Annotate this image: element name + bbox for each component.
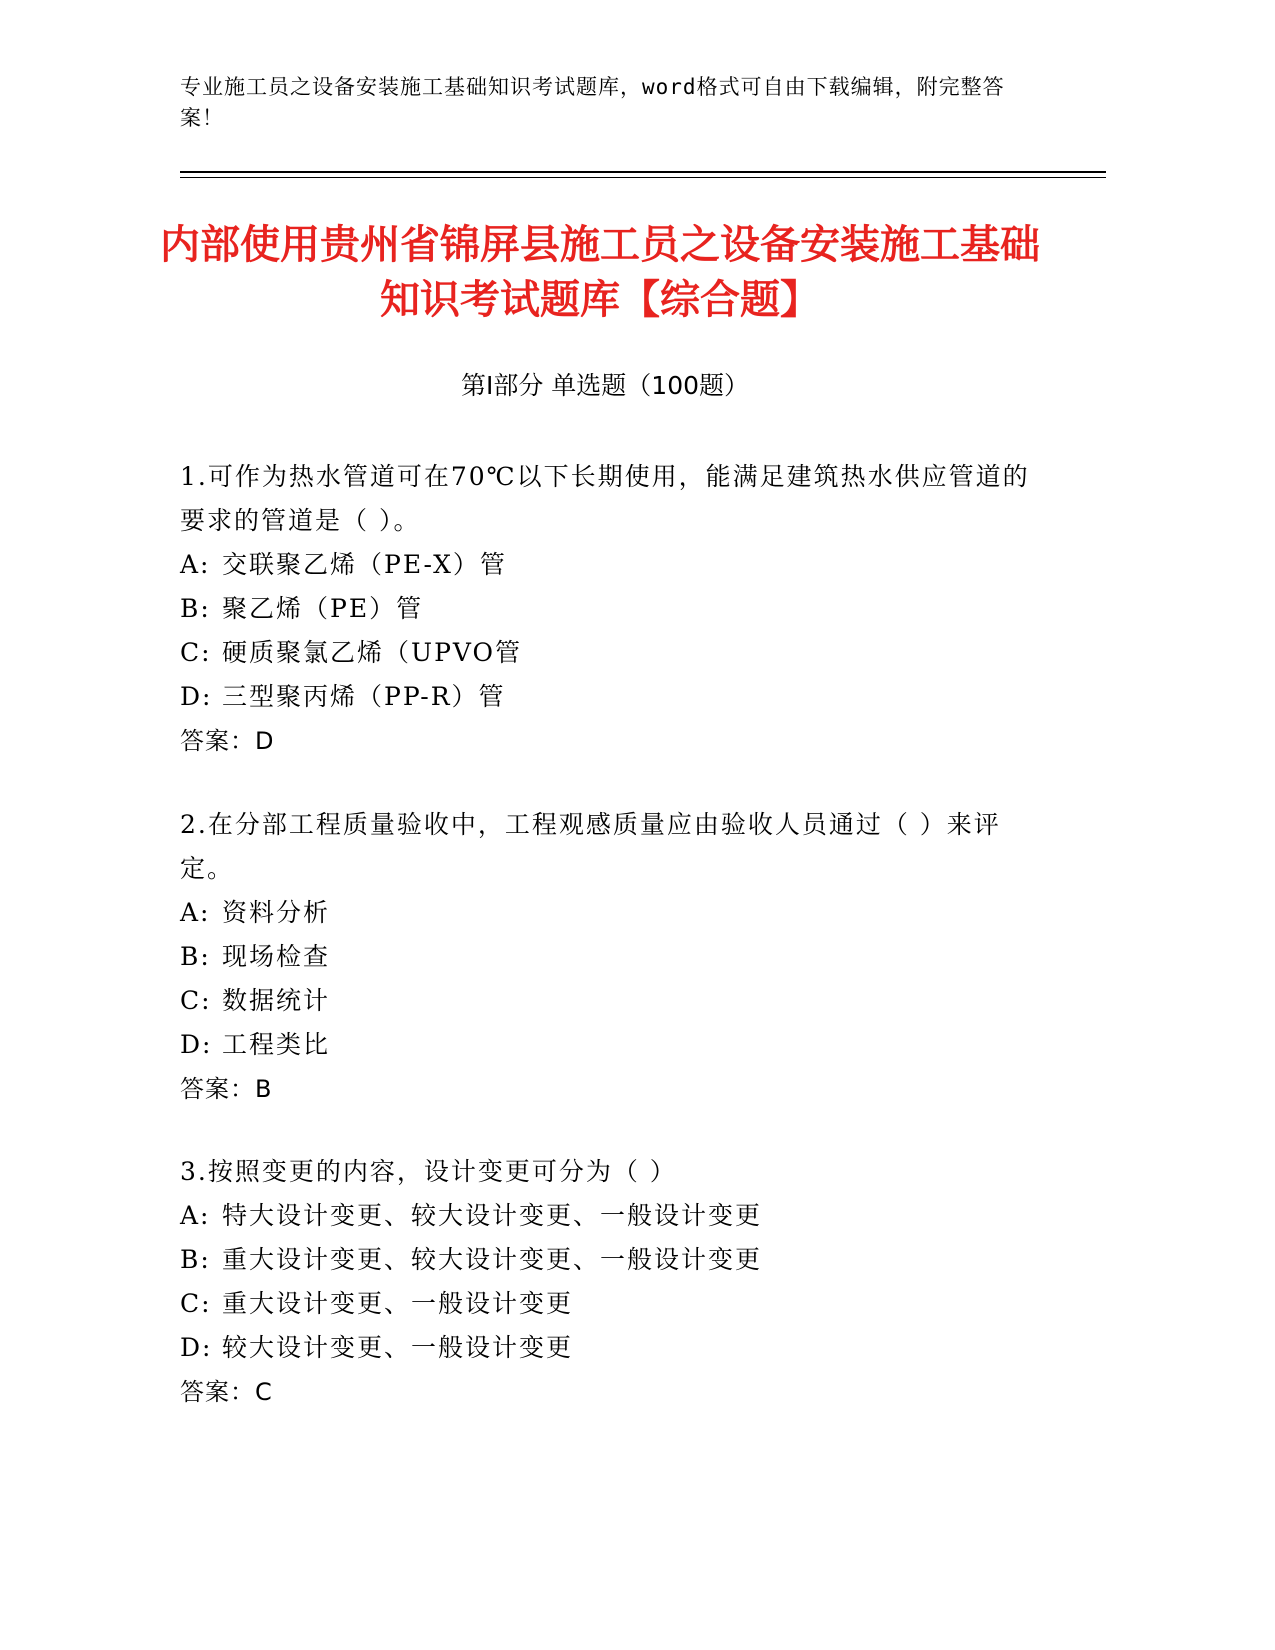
option-a	[180, 891, 1040, 935]
document-title: 内部使用贵州省锦屏县施工员之设备安装施工基础知识考试题库【综合题】	[160, 222, 1040, 323]
option-c	[180, 631, 1040, 675]
option-text: 工程类比	[222, 1030, 331, 1059]
option-text: 重大设计变更、较大设计变更、一般设计变更	[222, 1245, 763, 1274]
option-key: D:	[180, 682, 213, 711]
option-key: A:	[180, 1201, 211, 1230]
option-b	[180, 935, 1040, 979]
question-2	[180, 803, 1040, 1111]
question-stem: 3.按照变更的内容，设计变更可分为（ ）	[180, 1157, 677, 1186]
option-c	[180, 1282, 1040, 1326]
option-text: 硬质聚氯乙烯（UPVO管	[222, 638, 523, 667]
option-c	[180, 979, 1040, 1023]
option-b	[180, 1238, 1040, 1282]
option-text: 三型聚丙烯（PP-R）管	[222, 682, 506, 711]
option-b	[180, 587, 1040, 631]
header-rule-thick	[180, 171, 1106, 173]
answer: 答案：D	[180, 727, 275, 755]
question-1	[180, 455, 1040, 763]
answer: 答案：B	[180, 1075, 273, 1103]
option-key: D:	[180, 1030, 213, 1059]
section-heading: 第Ⅰ部分 单选题（100题）	[460, 371, 750, 400]
option-a	[180, 1194, 1040, 1238]
question-3	[180, 1150, 1040, 1414]
answer: 答案：C	[180, 1378, 273, 1406]
question-stem: 2.在分部工程质量验收中，工程观感质量应由验收人员通过（ ）来评定。	[180, 810, 1001, 883]
header-note: 专业施工员之设备安装施工基础知识考试题库，word格式可自由下载编辑，附完整答案！	[180, 75, 1005, 130]
option-key: B:	[180, 942, 211, 971]
option-text: 特大设计变更、较大设计变更、一般设计变更	[222, 1201, 763, 1230]
option-key: C:	[180, 1289, 212, 1318]
option-text: 聚乙烯（PE）管	[222, 594, 424, 623]
option-text: 现场检查	[222, 942, 331, 971]
option-a	[180, 543, 1040, 587]
option-key: C:	[180, 638, 212, 667]
question-stem: 1.可作为热水管道可在70℃以下长期使用，能满足建筑热水供应管道的要求的管道是（ ）。	[180, 462, 1030, 535]
header-rule-thin	[180, 177, 1106, 178]
option-text: 数据统计	[222, 986, 331, 1015]
option-key: A:	[180, 550, 211, 579]
option-key: D:	[180, 1333, 213, 1362]
option-text: 资料分析	[222, 898, 331, 927]
option-text: 交联聚乙烯（PE-X）管	[222, 550, 507, 579]
option-key: A:	[180, 898, 211, 927]
option-d	[180, 1326, 1040, 1370]
option-text: 重大设计变更、一般设计变更	[222, 1289, 574, 1318]
option-key: C:	[180, 986, 212, 1015]
option-d	[180, 1023, 1040, 1067]
option-text: 较大设计变更、一般设计变更	[222, 1333, 574, 1362]
option-d	[180, 675, 1040, 719]
option-key: B:	[180, 594, 211, 623]
option-key: B:	[180, 1245, 211, 1274]
